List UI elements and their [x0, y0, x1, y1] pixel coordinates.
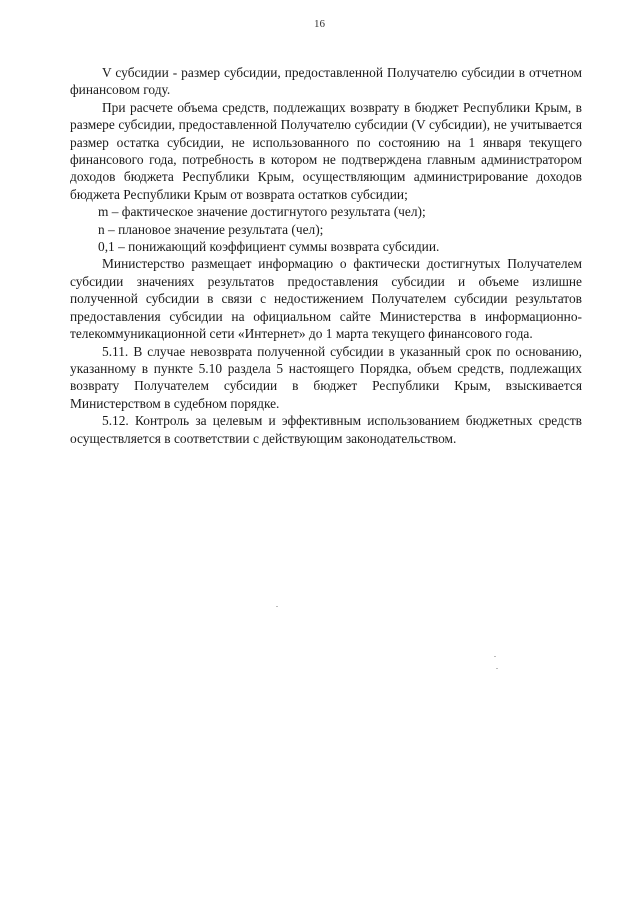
paragraph-5-12: 5.12. Контроль за целевым и эффективным использованием бюджетных средств осуществляется в соответствии с действующим законодательством.	[70, 413, 582, 446]
page-number: 16	[314, 18, 325, 30]
scan-speck	[494, 656, 496, 657]
paragraph-m-definition: m – фактическое значение достигнутого результата (чел);	[98, 204, 426, 220]
paragraph-n-definition: n – плановое значение результата (чел);	[98, 221, 324, 237]
paragraph-calculation-note: При расчете объема средств, подлежащих возврату в бюджет Республики Крым, в размере субсидии, предоставленной Получателю субсидии (V субсидии), не учитывается размер остатка субсидии, не использованного по состоянию на 1 января текущего финансового года, потребность в котором не подтверждена главным администратором доходов бюджета Республики Крым, осуществляющим администрирование доходов бюджета Республики Крым от возврата остатков субсидии;	[70, 99, 582, 202]
paragraph-coefficient-definition: 0,1 – понижающий коэффициент суммы возврата субсидии.	[98, 239, 440, 255]
paragraph-5-11: 5.11. В случае невозврата полученной субсидии в указанный срок по основанию, указанному в пункте 5.10 раздела 5 настоящего Порядка, объем средств, подлежащих возврату Получателем субсидии в бюджет Республики Крым, взыскивается Министерством в судебном порядке.	[70, 343, 582, 411]
document-body	[70, 64, 582, 447]
scan-speck	[276, 606, 278, 607]
paragraph-ministry-publication: Министерство размещает информацию о фактически достигнутых Получателем субсидии значениях результатов предоставления субсидии и объеме излишне полученной субсидии в связи с недостижением Получателем субсидии результатов предоставления субсидии на официальном сайте Министерства в информационно-телекоммуникационной сети «Интернет» до 1 марта текущего финансового года.	[70, 256, 582, 342]
paragraph-v-definition: V субсидии - размер субсидии, предоставленной Получателю субсидии в отчетном финансовом году.	[70, 65, 582, 98]
scan-speck	[496, 668, 498, 669]
